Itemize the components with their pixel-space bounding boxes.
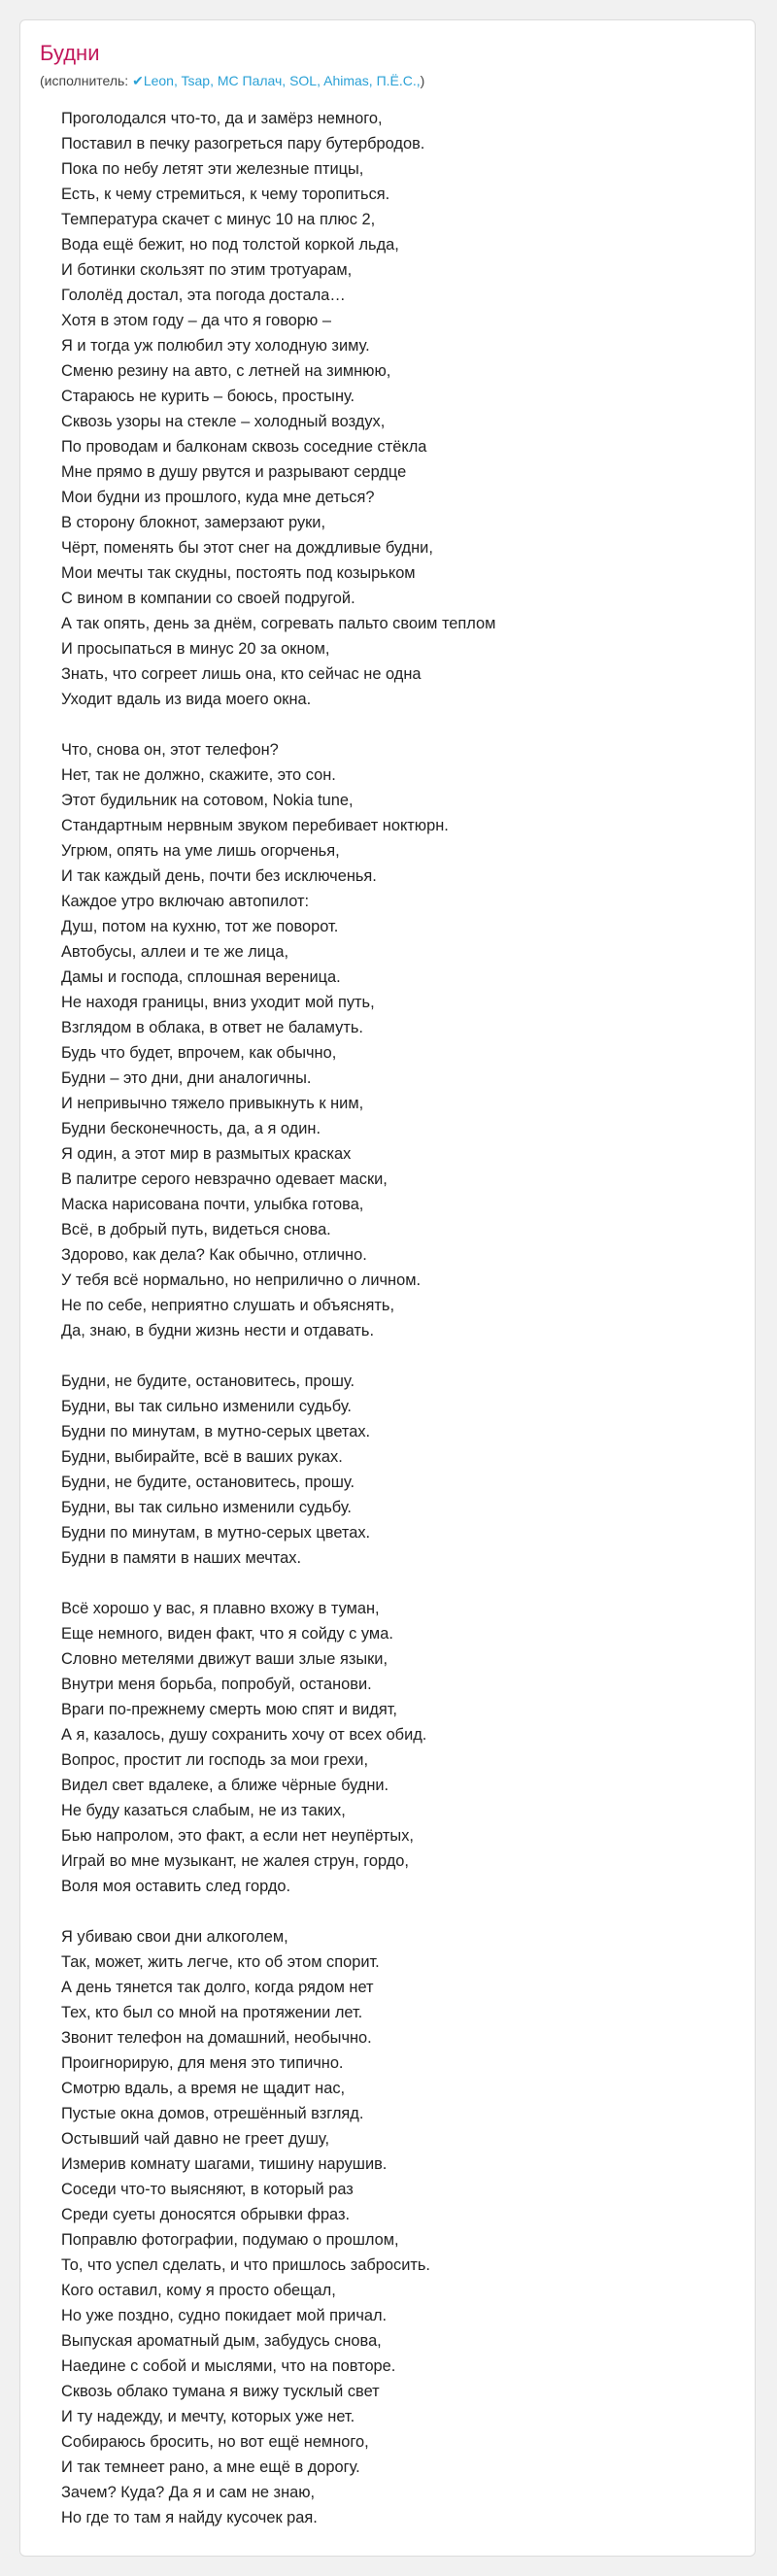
lyric-line: То, что успел сделать, и что пришлось забросить. bbox=[61, 2256, 430, 2274]
lyric-line: Остывший чай давно не греет душу, bbox=[61, 2130, 330, 2148]
lyric-line: Я убиваю свои дни алкоголем, bbox=[61, 1928, 288, 1946]
lyric-line: Наедине с собой и мыслями, что на повторе. bbox=[61, 2357, 396, 2375]
lyric-line: Сквозь узоры на стекле – холодный воздух, bbox=[61, 413, 386, 430]
lyric-line: Но где то там я найду кусочек рая. bbox=[61, 2509, 318, 2526]
lyric-line: И непривычно тяжело привыкнуть к ним, bbox=[61, 1095, 364, 1112]
lyric-line: А день тянется так долго, когда рядом нет bbox=[61, 1979, 374, 1996]
lyric-line: И ту надежду, и мечту, которых уже нет. bbox=[61, 2408, 355, 2425]
lyric-line: Будни, вы так сильно изменили судьбу. bbox=[61, 1499, 352, 1516]
lyric-line: Хотя в этом году – да что я говорю – bbox=[61, 312, 331, 329]
lyric-line: Словно метелями движут ваши злые языки, bbox=[61, 1650, 388, 1668]
lyric-line: Что, снова он, этот телефон? bbox=[61, 741, 279, 759]
lyric-line: Кого оставил, кому я просто обещал, bbox=[61, 2282, 336, 2299]
lyrics-stanza bbox=[61, 737, 735, 1343]
performers-suffix: ) bbox=[420, 73, 425, 88]
lyric-line: Будни – это дни, дни аналогичны. bbox=[61, 1069, 312, 1087]
lyric-line: Гололёд достал, эта погода достала… bbox=[61, 287, 346, 304]
lyric-line: Чёрт, поменять бы этот снег на дождливые будни, bbox=[61, 539, 433, 557]
lyric-line: Собираюсь бросить, но вот ещё немного, bbox=[61, 2433, 369, 2451]
lyric-line: Всё, в добрый путь, видеться снова. bbox=[61, 1221, 331, 1238]
lyric-line: Вода ещё бежит, но под толстой коркой льда, bbox=[61, 236, 399, 254]
lyric-line: Будни, вы так сильно изменили судьбу. bbox=[61, 1398, 352, 1415]
song-title: Будни bbox=[40, 41, 100, 65]
lyric-line: Мои мечты так скудны, постоять под козырьком bbox=[61, 564, 416, 582]
lyric-line: Дамы и господа, сплошная вереница. bbox=[61, 968, 341, 986]
lyric-line: Проголодался что-то, да и замёрз немного, bbox=[61, 110, 383, 127]
lyric-line: Поправлю фотографии, подумаю о прошлом, bbox=[61, 2231, 399, 2249]
lyric-line: Соседи что-то выясняют, в который раз bbox=[61, 2181, 354, 2198]
lyric-line: А так опять, день за днём, согревать пальто своим теплом bbox=[61, 615, 496, 632]
lyrics-stanza bbox=[61, 1596, 735, 1899]
lyric-line: Звонит телефон на домашний, необычно. bbox=[61, 2029, 372, 2047]
verified-check-icon: ✔ bbox=[132, 73, 144, 88]
lyric-line: Будни, не будите, остановитесь, прошу. bbox=[61, 1474, 355, 1491]
lyric-line: Будни в памяти в наших мечтах. bbox=[61, 1549, 302, 1567]
lyric-line: Маска нарисована почти, улыбка готова, bbox=[61, 1196, 364, 1213]
lyric-line: Измерив комнату шагами, тишину нарушив. bbox=[61, 2155, 388, 2173]
lyric-line: Всё хорошо у вас, я плавно вхожу в туман, bbox=[61, 1600, 380, 1617]
lyric-line: Пока по небу летят эти железные птицы, bbox=[61, 160, 364, 178]
lyric-line: Среди суеты доносятся обрывки фраз. bbox=[61, 2206, 351, 2223]
lyric-line: Автобусы, аллеи и те же лица, bbox=[61, 943, 289, 961]
lyric-line: Есть, к чему стремиться, к чему торопиться. bbox=[61, 186, 390, 203]
lyric-line: Будни, не будите, остановитесь, прошу. bbox=[61, 1373, 355, 1390]
lyric-line: И просыпаться в минус 20 за окном, bbox=[61, 640, 330, 658]
lyric-line: Бью напролом, это факт, а если нет неупёртых, bbox=[61, 1827, 414, 1845]
lyric-line: Уходит вдаль из вида моего окна. bbox=[61, 691, 312, 708]
lyric-line: Внутри меня борьба, попробуй, останови. bbox=[61, 1676, 372, 1693]
lyrics-body bbox=[61, 106, 735, 2530]
lyric-line: Угрюм, опять на уме лишь огорченья, bbox=[61, 842, 340, 860]
performers-prefix: (исполнитель: bbox=[40, 73, 133, 88]
lyric-line: Еще немного, виден факт, что я сойду с ума. bbox=[61, 1625, 393, 1643]
lyric-line: Враги по-прежнему смерть мою спят и видят, bbox=[61, 1701, 397, 1718]
lyric-line: Будь что будет, впрочем, как обычно, bbox=[61, 1044, 337, 1062]
lyric-line: Но уже поздно, судно покидает мой причал. bbox=[61, 2307, 388, 2324]
lyric-line: Стандартным нервным звуком перебивает ноктюрн. bbox=[61, 817, 449, 834]
lyric-line: Выпуская ароматный дым, забудусь снова, bbox=[61, 2332, 382, 2350]
lyric-line: Вопрос, простит ли господь за мои грехи, bbox=[61, 1751, 369, 1769]
lyric-line: Играй во мне музыкант, не жалея струн, гордо, bbox=[61, 1852, 409, 1870]
lyrics-stanza bbox=[61, 1924, 735, 2530]
lyric-line: Душ, потом на кухню, тот же поворот. bbox=[61, 918, 339, 935]
lyric-line: У тебя всё нормально, но неприлично о личном. bbox=[61, 1271, 422, 1289]
lyric-line: Будни по минутам, в мутно-серых цветах. bbox=[61, 1524, 371, 1542]
lyric-line: Будни бесконечность, да, а я один. bbox=[61, 1120, 321, 1137]
lyric-line: Температура скачет с минус 10 на плюс 2, bbox=[61, 211, 376, 228]
lyric-line: Сквозь облако тумана я вижу тусклый свет bbox=[61, 2383, 380, 2400]
lyric-line: Воля моя оставить след гордо. bbox=[61, 1878, 291, 1895]
lyric-line: В сторону блокнот, замерзают руки, bbox=[61, 514, 326, 531]
lyric-line: Будни, выбирайте, всё в ваших руках. bbox=[61, 1448, 343, 1466]
lyric-line: Да, знаю, в будни жизнь нести и отдавать. bbox=[61, 1322, 375, 1339]
lyric-line: Будни по минутам, в мутно-серых цветах. bbox=[61, 1423, 371, 1441]
lyric-line: Проигнорирую, для меня это типично. bbox=[61, 2054, 344, 2072]
lyric-line: Так, может, жить легче, кто об этом спорит. bbox=[61, 1953, 380, 1971]
lyric-line: Пустые окна домов, отрешённый взгляд. bbox=[61, 2105, 364, 2122]
lyric-line: Мои будни из прошлого, куда мне деться? bbox=[61, 489, 375, 506]
lyric-line: Нет, так не должно, скажите, это сон. bbox=[61, 766, 336, 784]
lyric-line: Каждое утро включаю автопилот: bbox=[61, 893, 310, 910]
lyric-line: И так темнеет рано, а мне ещё в дорогу. bbox=[61, 2458, 360, 2476]
lyric-line: И ботинки скользят по этим тротуарам, bbox=[61, 261, 353, 279]
lyric-line: Знать, что согреет лишь она, кто сейчас не одна bbox=[61, 665, 422, 683]
lyric-line: Не по себе, неприятно слушать и объяснять, bbox=[61, 1297, 394, 1314]
lyric-line: Взглядом в облака, в ответ не баламуть. bbox=[61, 1019, 363, 1036]
lyric-line: Этот будильник на сотовом, Nokia tune, bbox=[61, 792, 354, 809]
lyrics-stanza bbox=[61, 106, 735, 712]
performers-line bbox=[40, 71, 735, 90]
lyric-line: В палитре серого невзрачно одевает маски, bbox=[61, 1170, 388, 1188]
lyric-line: Мне прямо в душу рвутся и разрывают сердце bbox=[61, 463, 407, 481]
lyric-line: Зачем? Куда? Да я и сам не знаю, bbox=[61, 2484, 316, 2501]
artists-link[interactable]: Leon, Tsap, MC Палач, SOL, Ahimas, П.Ё.С., bbox=[143, 73, 421, 88]
lyric-line: Видел свет вдалеке, а ближе чёрные будни. bbox=[61, 1777, 389, 1794]
lyric-line: Не буду казаться слабым, не из таких, bbox=[61, 1802, 346, 1819]
lyric-line: По проводам и балконам сквозь соседние стёкла bbox=[61, 438, 427, 456]
lyric-line: Я один, а этот мир в размытых красках bbox=[61, 1145, 352, 1163]
lyric-line: Поставил в печку разогреться пару бутербродов. bbox=[61, 135, 425, 153]
lyrics-stanza bbox=[61, 1369, 735, 1571]
lyric-line: Сменю резину на авто, с летней на зимнюю, bbox=[61, 362, 391, 380]
lyric-line: Здорово, как дела? Как обычно, отлично. bbox=[61, 1246, 367, 1264]
lyric-line: Я и тогда уж полюбил эту холодную зиму. bbox=[61, 337, 370, 355]
lyric-line: С вином в компании со своей подругой. bbox=[61, 590, 355, 607]
lyric-line: А я, казалось, душу сохранить хочу от всех обид. bbox=[61, 1726, 427, 1744]
lyric-line: Смотрю вдаль, а время не щадит нас, bbox=[61, 2080, 346, 2097]
lyric-line: Тех, кто был со мной на протяжении лет. bbox=[61, 2004, 363, 2021]
lyric-line: Стараюсь не курить – боюсь, простыну. bbox=[61, 388, 355, 405]
lyrics-card bbox=[19, 19, 756, 2557]
lyric-line: Не находя границы, вниз уходит мой путь, bbox=[61, 994, 375, 1011]
lyric-line: И так каждый день, почти без исключенья. bbox=[61, 867, 377, 885]
